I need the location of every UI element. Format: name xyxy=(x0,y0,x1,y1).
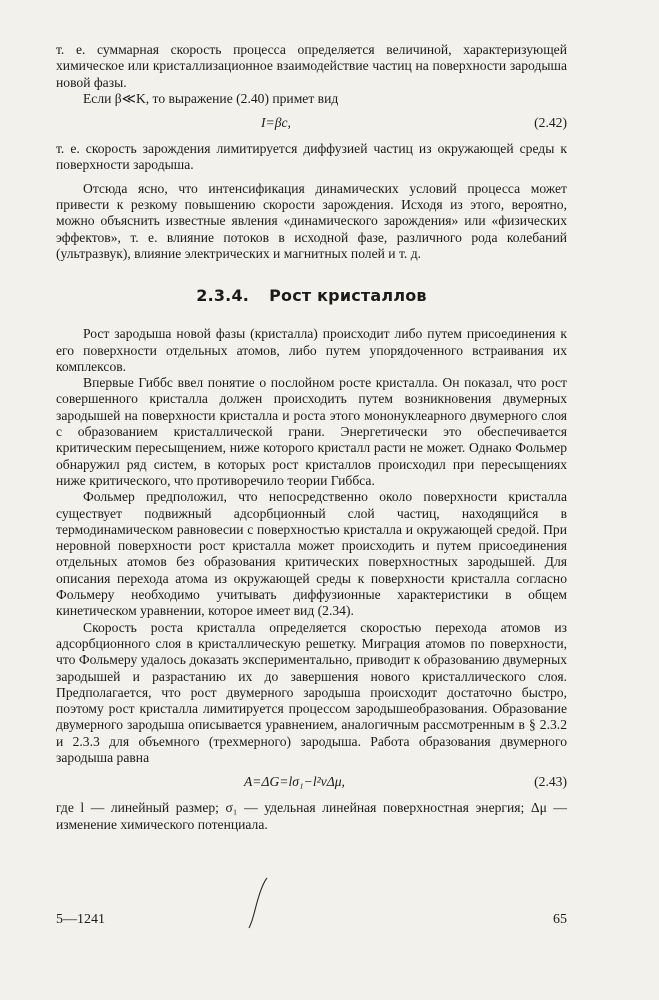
page-footer xyxy=(56,912,567,932)
paragraph-growth-rate: Скорость роста кристалла определяется скоростью перехода атомов из адсорбционного слоя в кристаллическую решетку. Миграция атомов по поверхности, что Фольмеру удалось доказать экспериментально, приводит к образованию двумерных зародышей и разрастанию их до завершения нового кристаллического слоя. Предполагается, что рост двумерного зародыша происходит достаточно быстро, поэтому рост кристалла лимитируется процессом зародышеобразования. Образование двумерного зародыша описывается уравнением, аналогичным рассмотренным в § 2.3.2 и 2.3.3 для объемного (трехмерного) зародыша. Работа образования двумерного зародыша равна xyxy=(56,619,567,765)
paragraph-growth-intro: Рост зародыша новой фазы (кристалла) происходит либо путем присоединения к его поверхности отдельных атомов, либо путем упорядоченного встраивания их комплексов. xyxy=(56,326,567,374)
page-body xyxy=(56,42,567,833)
formula-expression: I=βc, xyxy=(261,115,291,131)
paragraph-definitions: где l — линейный размер; σ₁ — удельная линейная поверхностная энергия; Δμ — изменение химического потенциала. xyxy=(56,800,567,832)
paragraph-summary: т. е. суммарная скорость процесса определяется величиной, характеризующей химическое или кристаллизационное взаимодействие частиц на поверхности зародыша новой фазы. xyxy=(56,42,567,90)
formula-2-43 xyxy=(56,772,567,794)
section-number: 2.3.4. xyxy=(196,286,250,306)
section-title: Рост кристаллов xyxy=(269,286,427,306)
page-number: 65 xyxy=(553,912,567,927)
formula-2-42 xyxy=(56,113,567,135)
paragraph-volmer: Фольмер предположил, что непосредственно около поверхности кристалла существует подвижный адсорбционный слой частиц, находящийся в термодинамическом равновесии с поверхностью кристалла и окружающей средой. При неровной поверхности рост кристалла может происходить и путем присоединения отдельных атомов без образования критических поверхностных зародышей. Для описания перехода атома из окружающей среды к поверхности кристалла согласно Фольмеру необходимо учитывать диффузионные характеристики в общем кинетическом уравнении, которое имеет вид (2.34). xyxy=(56,489,567,619)
formula-expression: A=ΔG=lσ₁−l²vΔμ, xyxy=(244,774,345,790)
formula-number: (2.43) xyxy=(534,774,567,790)
paragraph-diffusion-limit: т. е. скорость зарождения лимитируется диффузией частиц из окружающей среды к поверхности зародыша. xyxy=(56,141,567,173)
section-heading xyxy=(56,286,567,306)
printer-signature: 5—1241 xyxy=(56,912,105,927)
formula-number: (2.42) xyxy=(534,115,567,131)
paragraph-if-beta: Если β≪K, то выражение (2.40) примет вид xyxy=(83,90,339,106)
paragraph-gibbs: Впервые Гиббс ввел понятие о послойном росте кристалла. Он показал, что рост совершенного кристалла должен происходить путем возникновения двумерных зародышей на поверхности кристалла и роста этого мононуклеарного двумерного слоя с образованием кристаллической грани. Энергетически это обеспечивается критическим пересыщением, ниже которого кристалл расти не может. Однако Фольмер обнаружил ряд систем, в которых рост кристаллов происходил при пересыщениях ниже критического, что противоречило теории Гиббса. xyxy=(56,375,567,488)
paragraph-dynamic-conditions: Отсюда ясно, что интенсификация динамических условий процесса может привести к резкому повышению скорости зарождения. Исходя из этого, вероятно, можно объяснить известные явления «динамического зарождения» или «физических эффектов», т. е. влияние потоков в исходной фазе, различного рода колебаний (ультразвук), влияние электрических и магнитных полей и т. д. xyxy=(56,180,567,261)
